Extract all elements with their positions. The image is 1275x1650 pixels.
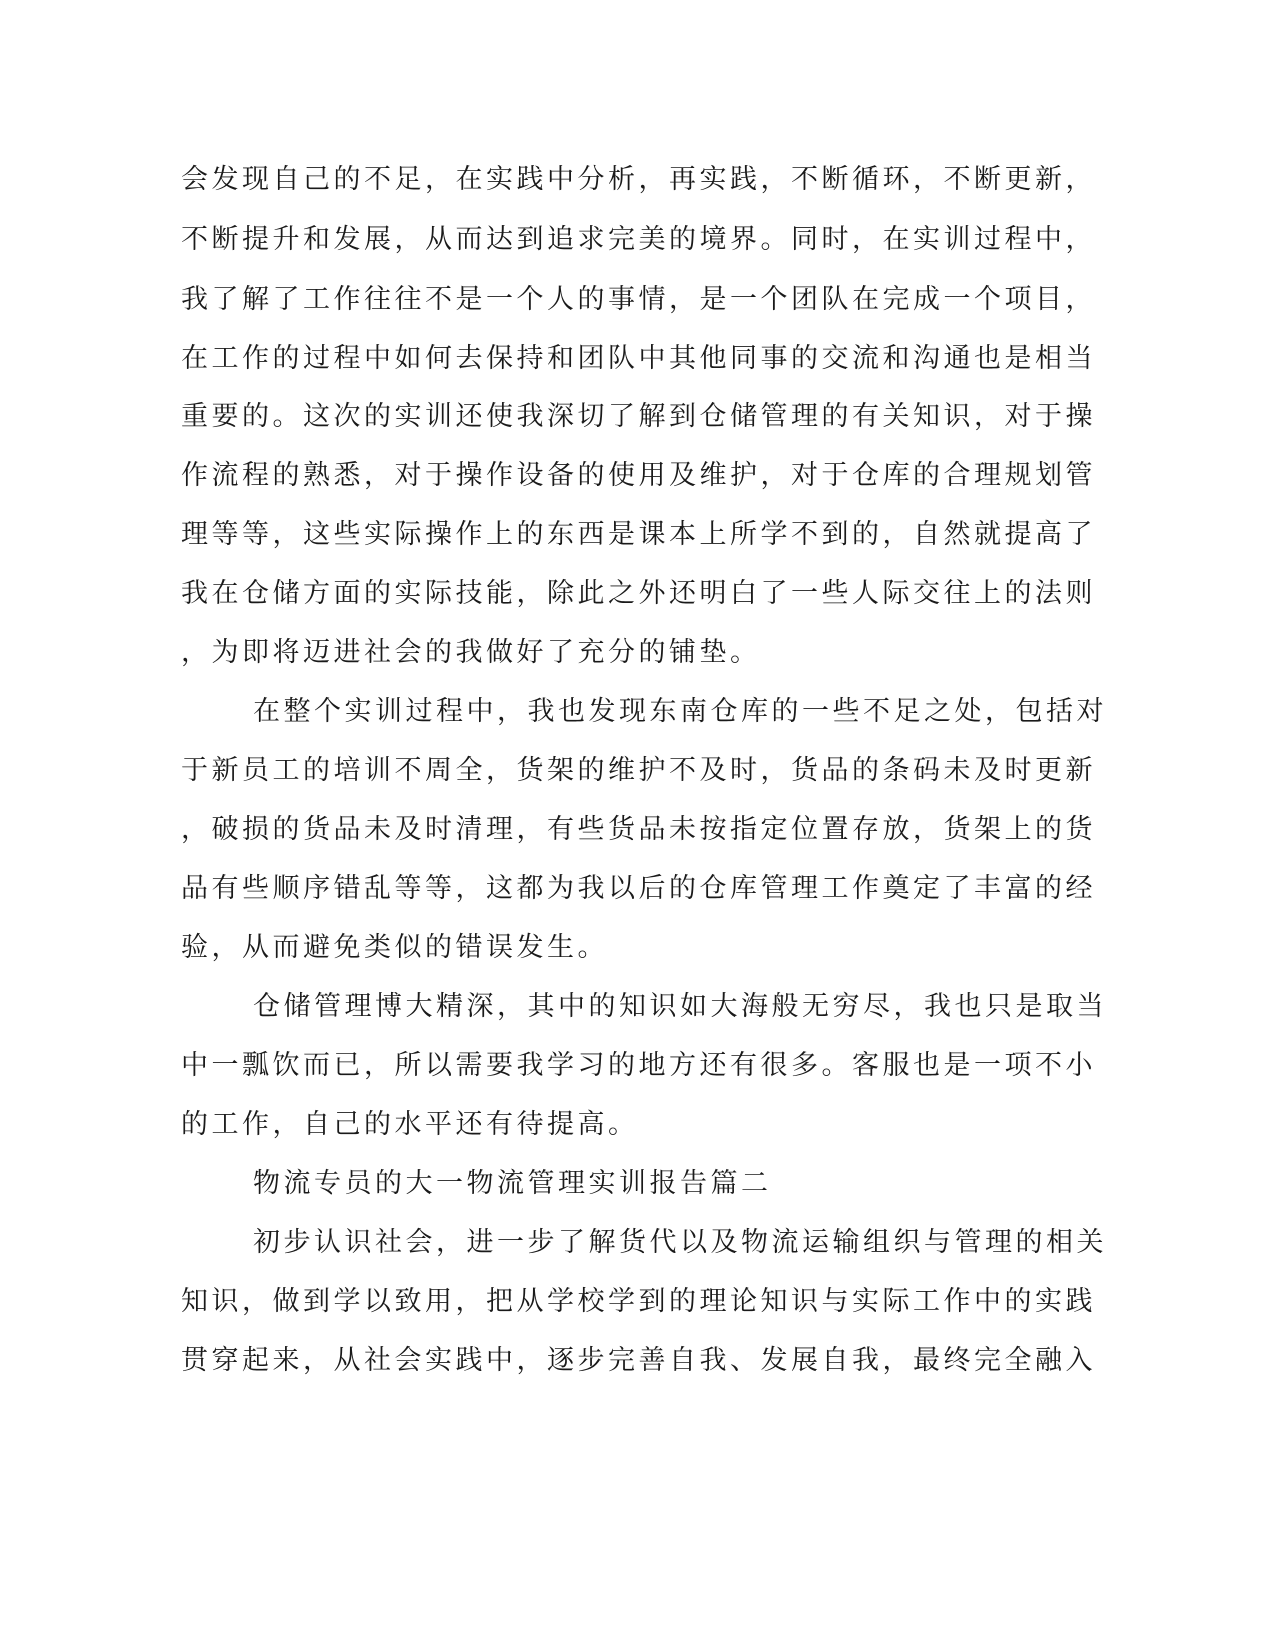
text-line: 品有些顺序错乱等等，这都为我以后的仓库管理工作奠定了丰富的经 (181, 873, 1096, 904)
text-line: 理等等，这些实际操作上的东西是课本上所学不到的，自然就提高了 (181, 519, 1096, 550)
text-line: 知识，做到学以致用，把从学校学到的理论知识与实际工作中的实践 (181, 1286, 1096, 1317)
text-line: 重要的。这次的实训还使我深切了解到仓储管理的有关知识，对于操 (181, 401, 1096, 432)
paragraph-start-line: 仓储管理博大精深，其中的知识如大海般无穷尽，我也只是取当 (253, 991, 1107, 1022)
text-line: ，破损的货品未及时清理，有些货品未按指定位置存放，货架上的货 (181, 814, 1096, 845)
text-line: 我在仓储方面的实际技能，除此之外还明白了一些人际交往上的法则 (181, 578, 1096, 609)
paragraph-start-line: 初步认识社会，进一步了解货代以及物流运输组织与管理的相关 (253, 1227, 1107, 1258)
text-line: 于新员工的培训不周全，货架的维护不及时，货品的条码未及时更新 (181, 755, 1096, 786)
text-line: 验，从而避免类似的错误发生。 (181, 932, 608, 963)
text-line: 不断提升和发展，从而达到追求完美的境界。同时，在实训过程中， (181, 224, 1096, 255)
text-line: 中一瓢饮而已，所以需要我学习的地方还有很多。客服也是一项不小 (181, 1050, 1096, 1081)
text-line: 在工作的过程中如何去保持和团队中其他同事的交流和沟通也是相当 (181, 343, 1096, 374)
text-line: ，为即将迈进社会的我做好了充分的铺垫。 (181, 637, 761, 668)
text-line: 作流程的熟悉，对于操作设备的使用及维护，对于仓库的合理规划管 (181, 460, 1096, 491)
text-line: 贯穿起来，从社会实践中，逐步完善自我、发展自我，最终完全融入 (181, 1345, 1096, 1376)
paragraph-start-line: 在整个实训过程中，我也发现东南仓库的一些不足之处，包括对 (253, 696, 1107, 727)
section-heading: 物流专员的大一物流管理实训报告篇二 (253, 1168, 772, 1199)
text-line: 的工作，自己的水平还有待提高。 (181, 1109, 639, 1140)
text-line: 我了解了工作往往不是一个人的事情，是一个团队在完成一个项目， (181, 284, 1096, 315)
text-line: 会发现自己的不足，在实践中分析，再实践，不断循环，不断更新， (181, 164, 1096, 195)
